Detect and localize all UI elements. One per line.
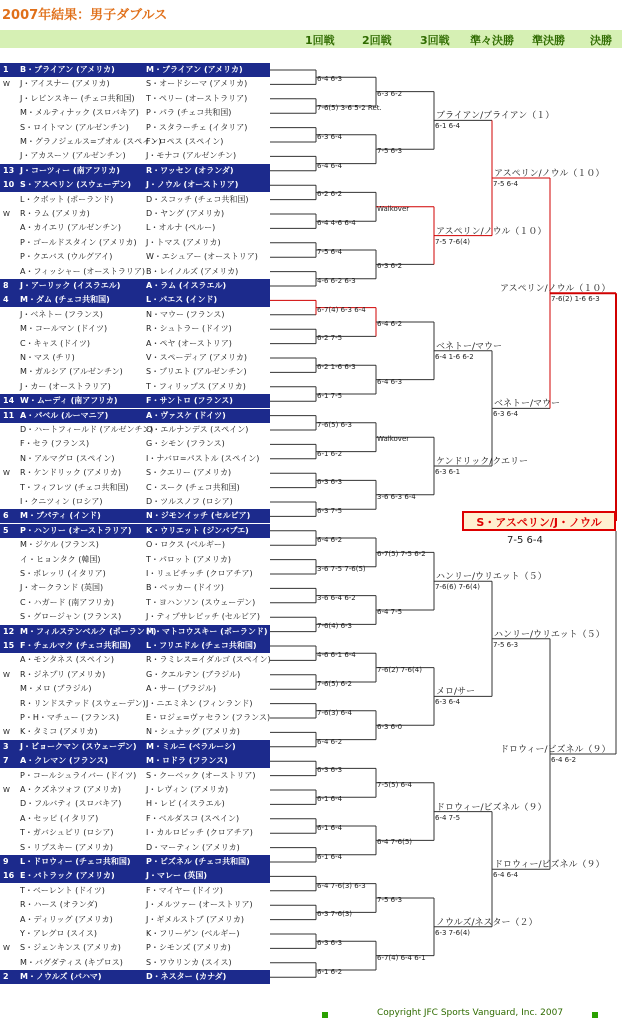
match-score: 6-3 7-6(3)	[317, 910, 353, 919]
seed-number: 2	[3, 972, 9, 982]
round-label: 準決勝	[532, 34, 565, 47]
player-right: F・サントロ (フランス)	[146, 396, 233, 406]
player-left: D・ハートフィールド (アルゼンチン)	[20, 425, 154, 434]
player-left: S・ロイトマン (アルゼンチン)	[20, 122, 129, 132]
round-winner: ベネトー/マウー	[494, 399, 561, 410]
match-score: 6-1 6-4	[317, 852, 343, 861]
player-right: P・スタラーチェ (イタリア)	[146, 122, 248, 132]
match-score: 6-4 7-5	[435, 813, 461, 822]
match-score: 6-1 6-4	[317, 795, 343, 804]
player-right: K・ウリエット (ジンバブエ)	[146, 525, 249, 535]
player-right: R・ワッセン (オランダ)	[146, 165, 234, 175]
match-score: 6-4 6-3	[317, 75, 343, 84]
match-score: 6-1 6-4	[435, 122, 461, 131]
round-winner: ノウルズ/ネスター（２）	[436, 917, 538, 928]
player-right: S・プリエト (アルゼンチン)	[146, 367, 247, 377]
player-right: S・ワウリンカ (スイス)	[146, 957, 232, 967]
wildcard-mark: W	[3, 786, 10, 794]
match-score: 7-5 6-4	[317, 248, 343, 256]
player-right: P・ビズネル (チェコ共和国)	[146, 857, 250, 866]
round-winner: ベネトー/マウー	[436, 341, 503, 352]
player-left: A・セッピ (イタリア)	[20, 813, 99, 823]
player-left: N・アルマグロ (スペイン)	[20, 453, 115, 463]
player-right: M・ロドラ (フランス)	[146, 756, 228, 766]
player-right: D・マーティン (アメリカ)	[146, 842, 240, 852]
player-left: J・アーリック (イスラエル)	[20, 281, 121, 290]
round-winner: ドロウィー/ビズネル（９）	[436, 802, 547, 813]
match-score: 6-3 7-5	[317, 507, 343, 516]
player-right: N・ジモンイッチ (セルビア)	[146, 511, 251, 521]
player-left: J・レビンスキー (チェコ共和国)	[20, 93, 135, 103]
player-left: M・ダム (チェコ共和国)	[20, 295, 110, 305]
match-score: 6-4 6-2	[317, 737, 343, 746]
player-left: M・メロ (ブラジル)	[20, 684, 92, 694]
wildcard-mark: W	[3, 670, 10, 679]
match-score: 6-1 7-5	[317, 392, 343, 400]
player-right: C・スーク (チェコ共和国)	[146, 482, 240, 492]
player-left: F・セラ (フランス)	[20, 439, 90, 449]
player-left: S・グロージャン (フランス)	[20, 612, 122, 622]
player-left: N・マス (チリ)	[20, 353, 75, 362]
wildcard-mark: W	[3, 210, 10, 218]
player-right: N・マウー (フランス)	[146, 309, 225, 319]
match-score: 6-1 6-2	[317, 449, 343, 458]
match-score: 6-2 7-5	[317, 334, 343, 343]
match-score: 7-6(4) 6-3	[317, 622, 353, 631]
match-score: 6-3 6-2	[377, 89, 403, 98]
match-score: 3-6 6-4 6-2	[317, 593, 356, 602]
match-score: 6-4 1-6 6-2	[435, 352, 474, 361]
player-right: H・レビ (イスラエル)	[146, 799, 225, 809]
match-score: 6-4 7-6(3) 6-3	[317, 881, 366, 890]
player-right: P・シモンズ (アメリカ)	[146, 943, 231, 953]
player-right: T・ペリー (オーストラリア)	[146, 93, 248, 103]
wildcard-mark: W	[3, 728, 10, 737]
player-right: N・シュナッグ (アメリカ)	[146, 727, 240, 737]
round-winner: ドロウィー/ビズネル（９）	[500, 745, 611, 755]
page-title: 2007年結果：男子ダブルス	[2, 8, 168, 23]
match-score: 6-4 6-4	[317, 161, 343, 170]
wildcard-mark: W	[3, 944, 10, 953]
match-score: 4-6 6-2 6-3	[317, 276, 356, 285]
round-label: 準々決勝	[470, 34, 514, 47]
match-score: 7-6(3) 6-4	[317, 708, 353, 717]
match-score: 7-5 6-3	[377, 896, 403, 904]
match-score: 6-3 6-4	[493, 410, 519, 419]
player-right: D・スコッチ (チェコ共和国)	[146, 194, 249, 204]
seed-number: 6	[3, 511, 9, 521]
footer-square	[592, 1012, 598, 1018]
player-left: R・リンドステッド (スウェーデン)	[20, 698, 146, 708]
player-left: M・ノウルズ (バハマ)	[20, 972, 102, 982]
player-left: A・クレマン (フランス)	[20, 756, 109, 766]
player-right: O・エルナンデス (スペイン)	[146, 425, 249, 434]
player-left: Y・アレグロ (スイス)	[20, 929, 97, 938]
match-score: Walkover	[377, 204, 410, 213]
seed-number: 4	[3, 295, 9, 305]
seed-number: 14	[3, 396, 15, 406]
player-left: M・メルティナック (スロバキア)	[20, 108, 139, 118]
player-left: K・タミコ (アメリカ)	[20, 727, 98, 737]
player-right: T・フィリップス (アメリカ)	[146, 381, 246, 391]
wildcard-mark: W	[3, 80, 10, 89]
player-right: J・レヴィン (アメリカ)	[146, 785, 229, 794]
seed-number: 9	[3, 857, 9, 866]
player-right: M・マトコウスキー (ポーランド)	[146, 626, 268, 636]
player-right: F・ロペス (スペイン)	[146, 137, 224, 146]
round-label: 決勝	[590, 34, 612, 47]
match-score: 6-1 6-2	[317, 968, 343, 976]
match-score: 6-7(4) 6-4 6-1	[377, 953, 426, 962]
match-score: 6-4 4-6 6-4	[317, 219, 356, 228]
seed-number: 11	[3, 410, 15, 420]
player-right: S・クエリー (アメリカ)	[146, 468, 232, 478]
match-score: 7-6(5) 3-6 5-2 Ret.	[317, 104, 382, 112]
player-left: S・ボレッリ (イタリア)	[20, 569, 106, 578]
player-right: D・ネスター (カナダ)	[146, 972, 227, 982]
player-right: T・ヨハンソン (スウェーデン)	[146, 597, 256, 607]
player-right: E・ロジェ=ヴァセラン (フランス)	[146, 713, 271, 722]
player-left: M・フィルステンベルク (ポーランド)	[20, 626, 157, 636]
player-left: M・ブパティ (インド)	[20, 511, 101, 521]
player-left: P・H・マチュー (フランス)	[20, 713, 120, 722]
round-winner: ハンリー/ウリエット（５）	[436, 572, 547, 583]
player-left: T・フィフレツ (チェコ共和国)	[20, 482, 129, 492]
seed-number: 7	[3, 756, 9, 766]
player-right: G・クエルテン (ブラジル)	[146, 669, 241, 679]
player-right: B・ベッカー (ドイツ)	[146, 583, 224, 593]
player-right: J・モナコ (アルゼンチン)	[146, 151, 237, 161]
seed-number: 12	[3, 626, 15, 636]
player-right: T・パロット (アメリカ)	[146, 554, 231, 564]
player-left: M・ジケル (フランス)	[20, 540, 99, 550]
match-score: 6-4 6-2	[317, 536, 343, 544]
player-left: C・キャス (ドイツ)	[20, 338, 90, 348]
match-score: 6-3 6-0	[377, 723, 403, 732]
match-score: 6-4 7-6(5)	[377, 838, 413, 847]
match-score: 6-3 7-6(4)	[435, 928, 471, 937]
player-left: A・ディリッグ (アメリカ)	[20, 914, 113, 924]
player-left: B・ブライアン (アメリカ)	[20, 65, 115, 74]
match-score: 6-7(5) 7-5 6-2	[377, 550, 426, 559]
player-left: P・ゴールドスタイン (アメリカ)	[20, 237, 137, 247]
player-right: D・ツルスノフ (ロシア)	[146, 497, 233, 506]
player-right: J・ギメルストブ (アメリカ)	[146, 914, 244, 924]
player-left: M・コールマン (ドイツ)	[20, 324, 108, 334]
match-score: 6-4 6-2	[377, 320, 403, 328]
player-right: P・パラ (チェコ共和国)	[146, 108, 232, 118]
seed-number: 13	[3, 165, 15, 175]
player-left: D・フルバティ (スロバキア)	[20, 799, 122, 809]
match-score: 6-7(4) 6-3 6-4	[317, 305, 366, 314]
match-score: 3-6 7-5 7-6(5)	[317, 564, 366, 573]
player-left: R・ハース (オランダ)	[20, 900, 98, 910]
player-left: J・オークランド (英国)	[20, 583, 104, 593]
player-left: M・バグダティス (キプロス)	[20, 957, 123, 967]
match-score: 6-3 6-3	[317, 766, 343, 775]
match-score: 6-3 6-4	[317, 132, 343, 141]
player-right: A・ペヤ (オーストリア)	[146, 338, 232, 348]
player-right: W・エシュアー (オーストリア)	[146, 252, 258, 262]
round-label: 2回戦	[362, 34, 392, 47]
match-score: 6-2 6-2	[317, 190, 343, 199]
player-left: R・ケンドリック (アメリカ)	[20, 468, 122, 478]
match-score: 7-6(5) 6-3	[317, 420, 353, 429]
player-right: L・パエス (インド)	[146, 295, 218, 305]
round-winner: アスペリン/ノウル（１０）	[494, 169, 605, 179]
player-left: イ・ヒョンタク (韓国)	[20, 554, 101, 564]
player-left: L・ドロウィー (チェコ共和国)	[20, 857, 131, 866]
footer-square	[322, 1012, 328, 1018]
seed-number: 10	[3, 180, 15, 190]
round-label: 3回戦	[420, 34, 450, 47]
player-right: A・ラム (イスラエル)	[146, 281, 227, 290]
player-left: S・リプスキー (アメリカ)	[20, 842, 113, 852]
player-right: F・ベルダスコ (スペイン)	[146, 813, 240, 823]
match-score: 7-5(5) 6-4	[377, 780, 413, 789]
player-left: T・ベーレント (ドイツ)	[20, 885, 105, 895]
player-left: P・クエバス (ウルグアイ)	[20, 252, 113, 262]
player-right: L・フリエドル (チェコ共和国)	[146, 641, 257, 650]
player-left: A・クズネツォフ (アメリカ)	[20, 785, 122, 794]
player-left: P・ハンリー (オーストラリア)	[20, 525, 132, 535]
match-score: 6-3 6-3	[317, 478, 343, 487]
round-winner: ケンドリック/クエリー	[436, 457, 529, 467]
player-right: R・ラミレス=イダルゴ (スペイン)	[146, 655, 271, 665]
player-left: R・ラム (アメリカ)	[20, 209, 90, 218]
match-score: 7-6(5) 6-2	[317, 680, 353, 688]
player-left: A・モンタネス (スペイン)	[20, 655, 114, 665]
player-right: D・ヤング (アメリカ)	[146, 209, 225, 218]
round-winner: ブライアン/ブライアン（１）	[436, 111, 555, 122]
player-right: J・ニエミネン (フィンランド)	[146, 698, 253, 708]
match-score: 7-5 7-6(4)	[435, 237, 471, 246]
player-left: J・ビョークマン (スウェーデン)	[20, 741, 137, 751]
match-score: 7-6(2) 7-6(4)	[377, 665, 422, 674]
match-score: 6-4 7-5	[377, 608, 403, 616]
player-left: W・ムーディ (南アフリカ)	[20, 396, 118, 406]
player-left: M・ガルシア (アルゼンチン)	[20, 367, 123, 377]
player-right: V・スペーディア (アメリカ)	[146, 353, 248, 362]
match-score: 7-5 6-3	[493, 640, 519, 649]
player-right: S・クーベック (オーストリア)	[146, 770, 256, 780]
player-left: J・カー (オーストラリア)	[20, 381, 111, 391]
round-winner: メロ/サー	[436, 687, 476, 698]
match-score: 6-1 6-4	[317, 824, 343, 832]
match-score: 7-6(2) 1-6 6-3	[551, 295, 600, 304]
player-right: M・ブライアン (アメリカ)	[146, 65, 243, 74]
player-left: J・アイスナー (アメリカ)	[20, 79, 110, 89]
match-score: Walkover	[377, 435, 410, 444]
match-score: 6-3 6-2	[377, 262, 403, 271]
seed-number: 15	[3, 641, 15, 650]
player-left: J・ベネトー (フランス)	[20, 309, 103, 319]
player-left: M・グラノジェルス=ブオル (スペイン)	[20, 137, 162, 146]
player-right: J・トマス (アメリカ)	[146, 237, 221, 247]
player-left: A・フィッシャー (オーストラリア)	[20, 266, 146, 276]
player-right: I・リュビチッチ (クロアチア)	[146, 569, 253, 578]
player-left: T・ガバシュビリ (ロシア)	[20, 828, 114, 838]
champion-box: S・アスペリン/J・ノウル	[462, 511, 616, 531]
seed-number: 3	[3, 741, 9, 751]
player-right: J・ティプサレビッチ (セルビア)	[146, 612, 261, 622]
round-winner: ハンリー/ウリエット（５）	[494, 629, 605, 640]
player-left: J・コーツィー (南アフリカ)	[20, 165, 120, 175]
player-right: I・ナバロ=パストル (スペイン)	[146, 453, 260, 463]
seed-number: 8	[3, 281, 9, 290]
player-right: A・サー (ブラジル)	[146, 684, 217, 694]
seed-number: 1	[3, 65, 9, 74]
match-score: 6-4 6-3	[377, 377, 403, 386]
seed-number: 16	[3, 871, 15, 881]
match-score: 7-5 6-3	[377, 147, 403, 156]
player-left: A・カイエリ (アルゼンチン)	[20, 223, 121, 233]
match-score: 4-6 6-1 6-4	[317, 651, 356, 660]
player-left: J・アカスーソ (アルゼンチン)	[20, 151, 126, 161]
player-right: J・マレー (英国)	[146, 871, 208, 881]
match-score: 7-6(6) 7-6(4)	[435, 583, 480, 592]
player-left: S・アスペリン (スウェーデン)	[20, 180, 132, 190]
champion-score: 7-5 6-4	[507, 535, 543, 546]
player-right: M・ミルニ (ベラルーシ)	[146, 741, 236, 751]
player-right: K・フリーゲン (ベルギー)	[146, 929, 240, 938]
player-left: E・バトラック (アメリカ)	[20, 871, 115, 881]
player-right: O・ロクス (ベルギー)	[146, 540, 226, 550]
seed-number: 5	[3, 525, 9, 535]
player-right: J・ノウル (オーストリア)	[146, 180, 239, 190]
match-score: 7-5 6-4	[493, 180, 519, 188]
round-winner: アスペリン/ノウル（１０）	[436, 226, 547, 237]
player-left: R・ジネプリ (アメリカ)	[20, 669, 106, 679]
player-left: C・ハガード (南アフリカ)	[20, 597, 114, 607]
player-left: P・コールシュライバー (ドイツ)	[20, 770, 137, 780]
player-right: B・レイノルズ (アメリカ)	[146, 266, 239, 276]
wildcard-mark: W	[3, 469, 10, 478]
match-score: 6-3 6-1	[435, 468, 461, 476]
player-right: R・シュトラー (ドイツ)	[146, 324, 232, 334]
match-score: 6-3 6-3	[317, 939, 343, 948]
match-score: 6-4 6-4	[493, 871, 519, 880]
player-right: I・カルロビッチ (クロアチア)	[146, 828, 253, 838]
player-right: G・シモン (フランス)	[146, 439, 225, 449]
player-right: A・ヴァスケ (ドイツ)	[146, 410, 226, 420]
player-left: L・クボット (ポーランド)	[20, 194, 114, 204]
match-score: 6-3 6-4	[435, 698, 461, 707]
player-left: I・クニツィン (ロシア)	[20, 497, 103, 506]
player-right: S・オードシーマ (アメリカ)	[146, 79, 248, 89]
copyright: Copyright JFC Sports Vanguard, Inc. 2007	[377, 1008, 564, 1018]
match-score: 6-4 6-2	[551, 756, 577, 764]
player-left: F・チェルマク (チェコ共和国)	[20, 641, 132, 650]
player-left: A・パベル (ルーマニア)	[20, 410, 109, 420]
round-winner: ドロウィー/ビズネル（９）	[494, 860, 605, 871]
round-winner: アスペリン/ノウル（１０）	[500, 284, 611, 295]
player-left: S・ジェンキンス (アメリカ)	[20, 943, 121, 953]
player-right: L・オルナ (ペルー)	[146, 223, 216, 233]
player-right: F・マイヤー (ドイツ)	[146, 885, 223, 895]
player-right: J・メルツァー (オーストリア)	[146, 900, 253, 910]
match-score: 3-6 6-3 6-4	[377, 492, 416, 501]
match-score: 6-2 1-6 6-3	[317, 363, 356, 372]
round-label: 1回戦	[305, 34, 335, 47]
